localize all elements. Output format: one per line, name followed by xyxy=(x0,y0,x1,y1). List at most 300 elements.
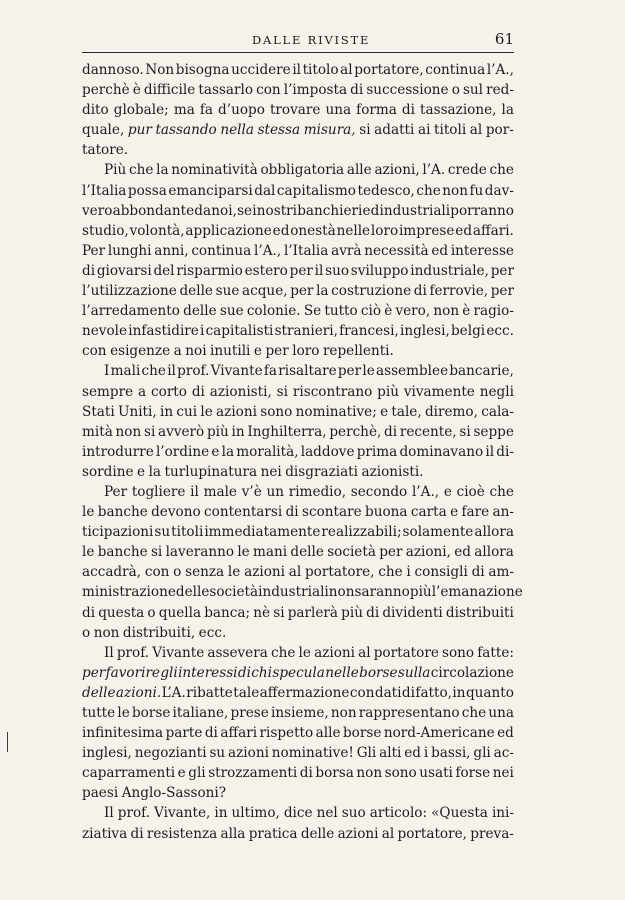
word: nei xyxy=(492,765,514,782)
word: borse xyxy=(342,725,382,742)
word: forma xyxy=(356,102,397,119)
word: che xyxy=(270,644,296,661)
word: su xyxy=(209,745,226,762)
word: al xyxy=(381,825,395,842)
word: carta xyxy=(410,504,447,521)
word: fu xyxy=(469,182,484,199)
word: sulla xyxy=(397,664,431,681)
text-line xyxy=(82,261,514,281)
word: buona xyxy=(365,504,408,521)
word: ecc. xyxy=(198,624,227,641)
word: da xyxy=(194,202,212,219)
word: resistenza xyxy=(146,825,218,842)
word: azioni xyxy=(337,825,379,842)
word: francesi, xyxy=(339,323,399,340)
word: la xyxy=(501,102,514,119)
margin-mark xyxy=(7,732,8,752)
text-line xyxy=(82,522,514,542)
word: banchieri xyxy=(297,202,363,219)
word: dominavano xyxy=(399,443,484,460)
text-line xyxy=(82,341,514,361)
word: dannoso. xyxy=(82,62,144,78)
word: sempre xyxy=(82,383,134,400)
word: Se xyxy=(303,303,322,320)
word: devono xyxy=(151,504,201,521)
word: l’emanazione xyxy=(431,584,523,601)
text-line xyxy=(82,763,514,783)
word: imprese xyxy=(398,222,455,239)
word: nelle xyxy=(336,222,371,239)
word: non xyxy=(115,423,142,440)
word: azionisti, xyxy=(209,383,272,400)
word: nostri xyxy=(256,202,298,219)
word: che xyxy=(416,182,441,199)
word: in xyxy=(231,423,245,440)
text-line xyxy=(82,542,514,562)
word: al xyxy=(469,122,483,139)
word: stessa xyxy=(257,122,301,139)
word: delle xyxy=(82,684,116,701)
word: globale; xyxy=(113,102,169,119)
word: non xyxy=(330,705,357,721)
word: rappresentano xyxy=(358,705,460,721)
word: vero xyxy=(82,202,113,219)
word: quella xyxy=(158,604,202,621)
word: negli xyxy=(479,383,514,400)
word: tassarlo xyxy=(198,82,254,99)
text-line xyxy=(82,140,514,160)
word: tale xyxy=(233,684,260,701)
word: di xyxy=(401,684,415,701)
word: cioè xyxy=(456,483,485,500)
word: non xyxy=(356,765,383,782)
word: laveranno xyxy=(165,544,235,561)
word: Anglo-Sassoni? xyxy=(121,785,227,802)
word: favorire xyxy=(105,664,160,681)
text-line xyxy=(82,120,514,140)
word: che xyxy=(141,363,166,380)
word: senza xyxy=(185,564,225,581)
word: estero xyxy=(244,262,288,279)
word: abbondante xyxy=(112,202,195,219)
word: sono xyxy=(384,765,417,782)
word: vivamente xyxy=(403,383,475,400)
word: preva- xyxy=(470,825,514,842)
word: dito xyxy=(82,102,109,119)
word: ed xyxy=(431,242,449,259)
word: rimedio, xyxy=(288,483,347,500)
word: ticipazioni xyxy=(82,524,154,541)
word: Per xyxy=(82,242,106,259)
word: titoli xyxy=(434,122,467,139)
word: porranno xyxy=(450,202,514,219)
text-line xyxy=(82,623,514,643)
word: inutili xyxy=(210,343,251,360)
word: rispetto xyxy=(259,725,314,742)
word: l’imposta xyxy=(283,82,348,99)
word: possa xyxy=(127,182,167,199)
word: ai xyxy=(417,122,431,139)
word: immediatamente xyxy=(204,524,321,541)
word: non xyxy=(433,303,460,320)
word: paesi xyxy=(82,785,119,802)
word: Per xyxy=(104,483,128,500)
word: di xyxy=(204,725,218,742)
word: ma xyxy=(173,102,195,119)
word: sue xyxy=(215,283,240,300)
word: i xyxy=(252,202,257,219)
word: lunghi xyxy=(107,242,152,259)
word: Inghilterra, xyxy=(247,423,327,440)
word: borse xyxy=(359,664,398,681)
word: i xyxy=(406,564,411,581)
word: industriali xyxy=(258,584,329,601)
word: l’A. xyxy=(422,162,446,179)
word: si xyxy=(143,423,156,440)
word: società xyxy=(327,544,376,561)
word: affari. xyxy=(472,222,514,239)
word: e xyxy=(380,403,389,420)
word: avverò xyxy=(158,423,205,440)
word: vero, xyxy=(395,303,431,320)
text-line xyxy=(82,582,523,602)
text-line xyxy=(82,221,514,241)
word: ed xyxy=(272,222,290,239)
word: di xyxy=(82,604,96,621)
word: solamente xyxy=(402,524,474,541)
word: mali xyxy=(110,363,141,380)
word: seppe xyxy=(473,423,514,440)
word: dividenti xyxy=(382,604,443,621)
word: Uniti, xyxy=(117,403,157,420)
text-line xyxy=(82,422,514,442)
text-line xyxy=(82,382,514,402)
word: ac- xyxy=(493,745,514,762)
word: tassando xyxy=(155,122,217,139)
word: cui xyxy=(176,403,198,420)
word: la xyxy=(156,162,169,179)
word: ciò xyxy=(360,303,382,320)
word: delle xyxy=(175,584,210,601)
word: a xyxy=(173,343,182,360)
word: il xyxy=(314,262,324,279)
word: I xyxy=(104,363,110,380)
word: industriali xyxy=(379,202,451,219)
word: por- xyxy=(485,122,514,139)
text-line xyxy=(82,603,514,623)
word: bancarie, xyxy=(449,363,514,380)
word: an- xyxy=(492,504,514,521)
word: Vivante, xyxy=(154,805,211,822)
word: nei xyxy=(260,463,282,480)
word: distribuiti, xyxy=(122,624,196,641)
word: per xyxy=(82,664,106,681)
word: con xyxy=(349,684,375,701)
word: è xyxy=(384,303,393,320)
word: successione xyxy=(366,82,449,99)
word: turlupinatura xyxy=(164,463,258,480)
word: circolazione xyxy=(430,664,514,681)
word: le xyxy=(227,564,241,581)
word: italiane, xyxy=(172,705,229,721)
word: dati xyxy=(374,684,402,701)
word: usati xyxy=(419,765,453,782)
word: contentarsi xyxy=(204,504,283,521)
word: tassazione, xyxy=(420,102,497,119)
page-number: 61 xyxy=(494,30,514,48)
word: banca; xyxy=(204,604,251,621)
word: fatte: xyxy=(477,644,514,661)
word: alla xyxy=(220,825,246,842)
word: non xyxy=(328,584,355,601)
word: L’A. xyxy=(161,684,186,701)
word: red- xyxy=(486,82,514,99)
word: azioni, xyxy=(405,544,451,561)
word: nella xyxy=(220,122,254,139)
word: Non xyxy=(145,62,175,78)
word: repellenti. xyxy=(322,343,394,360)
word: consigli xyxy=(414,564,468,581)
word: non xyxy=(93,624,120,641)
word: articolo: xyxy=(369,805,428,822)
word: più xyxy=(206,423,229,440)
text-line xyxy=(82,663,514,683)
word: difficile xyxy=(143,82,196,99)
word: pur xyxy=(127,122,152,139)
word: realizzabili; xyxy=(321,524,402,541)
word: crede xyxy=(447,162,487,179)
word: anni, xyxy=(154,242,189,259)
word: secondo xyxy=(350,483,408,500)
word: nominative! xyxy=(271,745,354,762)
word: al xyxy=(358,644,371,661)
word: o xyxy=(173,564,182,581)
word: in xyxy=(214,805,228,822)
word: caparramenti xyxy=(82,765,176,782)
word: in xyxy=(452,684,466,701)
word: capitalisti xyxy=(205,323,274,340)
word: noi xyxy=(185,343,207,360)
word: che xyxy=(461,705,487,721)
word: il xyxy=(485,443,495,460)
word: colonie. xyxy=(246,303,301,320)
word: le xyxy=(237,544,250,561)
word: ed xyxy=(404,745,421,762)
word: e xyxy=(253,343,262,360)
word: suo xyxy=(341,805,366,822)
word: gli xyxy=(473,745,491,762)
text-line xyxy=(82,643,514,663)
word: di xyxy=(413,283,427,300)
word: di xyxy=(82,262,96,279)
word: risaltare xyxy=(278,363,337,380)
word: le xyxy=(82,504,95,521)
word: un xyxy=(266,483,284,500)
text-line xyxy=(82,100,514,120)
word: di xyxy=(237,664,251,681)
text-line xyxy=(82,160,514,180)
word: volontà, xyxy=(129,222,185,239)
text-line xyxy=(82,683,514,703)
word: per xyxy=(290,283,314,300)
word: fatto, xyxy=(415,684,452,701)
word: strozzamenti xyxy=(208,765,298,782)
word: nel xyxy=(316,805,338,822)
word: i xyxy=(200,323,205,340)
word: in xyxy=(159,403,174,420)
word: quale, xyxy=(82,122,125,139)
word: continua xyxy=(191,242,252,259)
word: trovare xyxy=(269,102,321,119)
text-line xyxy=(82,361,514,381)
word: alle xyxy=(346,162,372,179)
word: e xyxy=(137,463,146,480)
word: stranieri, xyxy=(274,323,338,340)
word: le xyxy=(200,403,213,420)
word: quanto xyxy=(465,684,514,701)
word: di xyxy=(401,102,415,119)
word: l’ordine xyxy=(155,443,210,460)
word: capitalismo xyxy=(276,182,356,199)
word: le xyxy=(362,363,375,380)
word: se xyxy=(237,202,253,219)
word: azioni. xyxy=(115,684,162,701)
word: allora xyxy=(474,524,514,541)
word: ultimo, xyxy=(231,805,280,822)
word: le xyxy=(117,705,130,721)
word: e xyxy=(443,483,452,500)
text-line xyxy=(82,502,514,522)
word: il xyxy=(190,483,199,500)
word: portatore xyxy=(373,644,439,661)
word: azioni xyxy=(228,745,269,762)
word: le xyxy=(298,644,311,661)
word: chi xyxy=(251,664,272,681)
word: o xyxy=(82,624,91,641)
word: l’A., xyxy=(254,242,282,259)
word: l’arredamento xyxy=(82,303,180,320)
word: una xyxy=(488,705,514,721)
word: insieme, xyxy=(270,705,329,721)
word: banche xyxy=(97,504,148,521)
word: applicazione xyxy=(185,222,272,239)
word: affermazione xyxy=(259,684,350,701)
word: portatore, xyxy=(304,564,375,581)
word: ragio- xyxy=(473,303,514,320)
word: più xyxy=(377,383,399,400)
word: ed xyxy=(454,544,471,561)
word: nominatività xyxy=(171,162,258,179)
word: di xyxy=(130,825,144,842)
word: che xyxy=(378,564,403,581)
word: noi, xyxy=(211,202,237,219)
word: tatore. xyxy=(82,142,129,159)
word: Vivante xyxy=(210,363,263,380)
word: parte xyxy=(165,725,203,742)
word: sordine xyxy=(82,463,134,480)
word: inglesi, xyxy=(82,745,132,762)
word: assevera xyxy=(207,644,268,661)
word: suo xyxy=(325,262,350,279)
word: diremo, xyxy=(424,403,478,420)
word: di xyxy=(471,564,485,581)
text-line xyxy=(82,281,514,301)
word: una xyxy=(325,102,352,119)
word: uccidere xyxy=(231,62,291,78)
word: nelle xyxy=(325,664,359,681)
word: male xyxy=(203,483,237,500)
word: prof. xyxy=(177,363,210,380)
word: ed xyxy=(362,202,380,219)
word: è xyxy=(132,82,141,99)
word: la xyxy=(221,443,235,460)
word: gli xyxy=(160,664,178,681)
word: avrà xyxy=(331,242,362,259)
word: am- xyxy=(488,564,514,581)
word: per xyxy=(490,283,514,300)
body-text xyxy=(82,60,523,844)
text-line xyxy=(82,442,514,462)
word: portatore, xyxy=(397,825,467,842)
word: o xyxy=(147,604,156,621)
word: la xyxy=(316,283,329,300)
word: società xyxy=(209,584,259,601)
word: azioni xyxy=(244,564,285,581)
word: emanciparsi xyxy=(168,182,253,199)
word: saranno xyxy=(354,584,410,601)
word: moralità, xyxy=(236,443,299,460)
word: borse xyxy=(131,705,171,721)
word: mità xyxy=(82,423,113,440)
word: belgi xyxy=(450,323,486,340)
word: per xyxy=(337,363,362,380)
word: l’Italia xyxy=(82,182,127,199)
word: il xyxy=(167,363,176,380)
word: che xyxy=(489,483,514,500)
word: a xyxy=(138,383,147,400)
word: che xyxy=(489,162,514,179)
word: delle xyxy=(183,303,217,320)
word: il xyxy=(292,62,302,78)
word: di xyxy=(191,383,205,400)
word: distribuiti xyxy=(445,604,514,621)
word: fare xyxy=(461,504,490,521)
word: questa xyxy=(98,604,145,621)
word: ed xyxy=(455,222,473,239)
word: ed xyxy=(497,725,514,742)
word: Gli xyxy=(356,745,377,762)
word: alti xyxy=(379,745,402,762)
word: obbligatoria xyxy=(260,162,345,179)
word: esigenze xyxy=(110,343,171,360)
word: bassi, xyxy=(431,745,471,762)
word: d’uopo xyxy=(218,102,265,119)
word: portatore, xyxy=(354,62,424,78)
word: al xyxy=(340,62,353,78)
word: parlerà xyxy=(287,604,339,621)
word: di xyxy=(366,604,380,621)
word: al xyxy=(288,564,302,581)
word: ferrovie, xyxy=(429,283,489,300)
word: l’Italia xyxy=(283,242,329,259)
word: si xyxy=(150,544,163,561)
word: l’utilizzazione xyxy=(82,283,177,300)
text-line xyxy=(82,201,514,221)
word: Stati xyxy=(82,403,115,420)
word: inglesi, xyxy=(399,323,450,340)
word: si xyxy=(273,604,285,621)
word: ribatte xyxy=(186,684,233,701)
